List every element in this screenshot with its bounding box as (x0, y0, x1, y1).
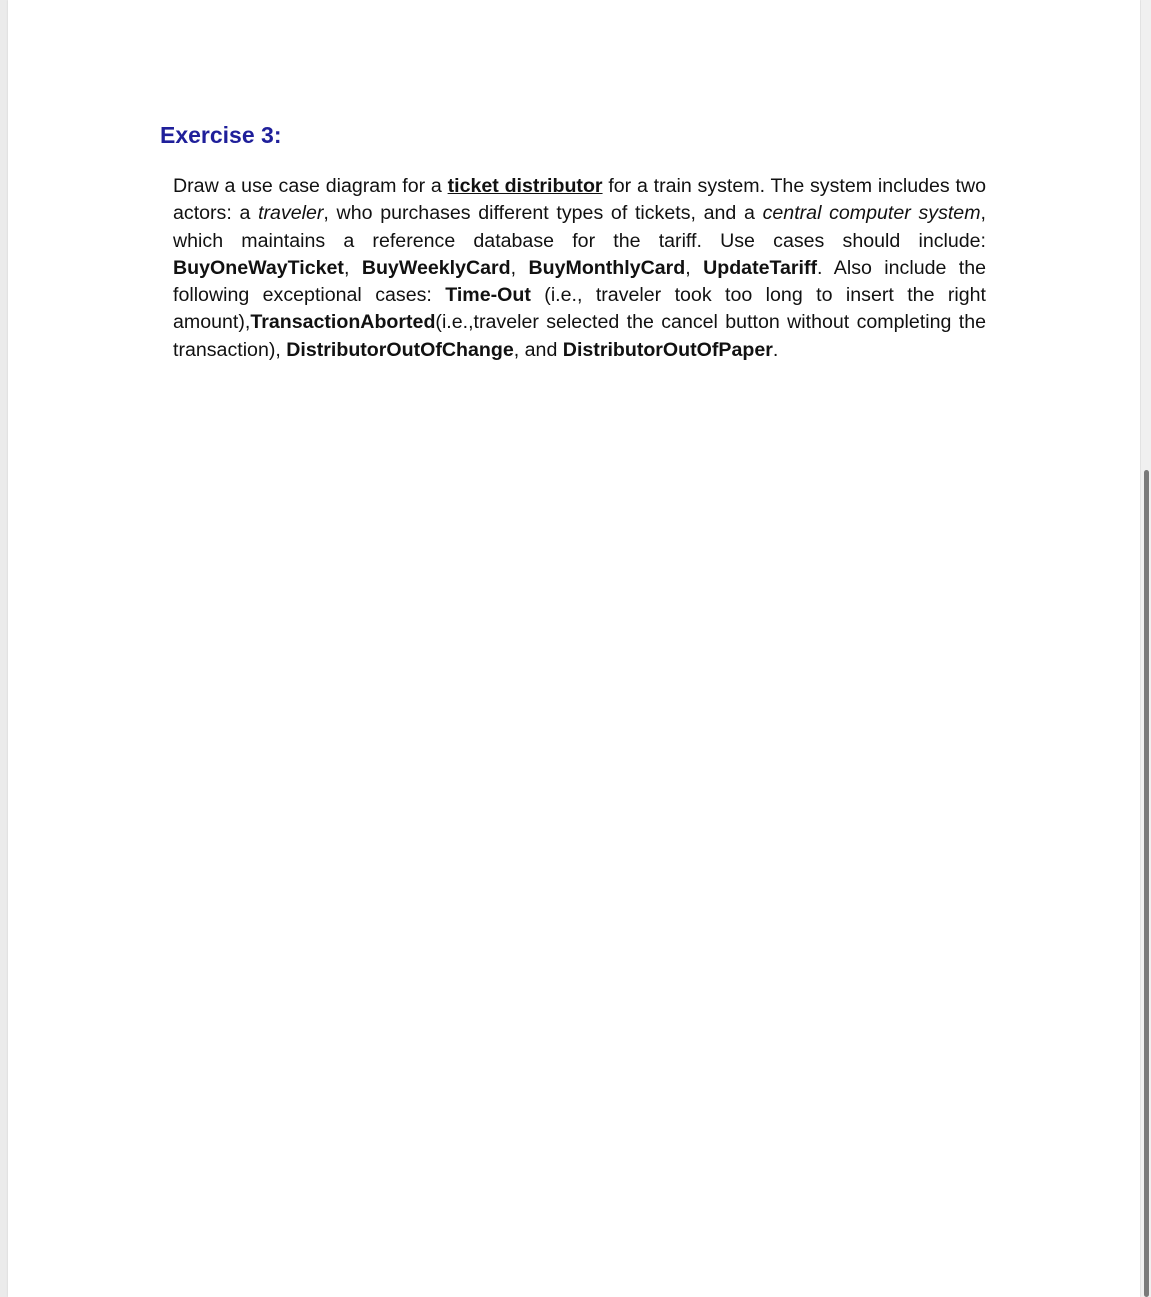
text-segment: , and (513, 338, 563, 361)
actor-traveler: traveler (258, 202, 324, 225)
text-segment: . Also include the following exceptional cases: (173, 256, 987, 307)
text-segment: (i.e.,traveler selected the cancel button without completing the transaction), (173, 311, 986, 361)
document-page (8, 0, 1140, 1297)
text-segment: , who purchases different types of tickets, and a (323, 202, 763, 225)
exercise-heading: Exercise 3: (160, 122, 282, 148)
text-segment: . (772, 338, 779, 361)
scrollbar-thumb[interactable] (1144, 470, 1149, 1297)
use-case-buy-one-way-ticket: BuyOneWayTicket (173, 256, 344, 279)
use-case-update-tariff: UpdateTariff (703, 256, 818, 279)
use-case-buy-monthly-card: BuyMonthlyCard (528, 256, 686, 279)
text-segment: for a train system. The system includes two actors: a (173, 175, 986, 225)
exception-transaction-aborted: TransactionAborted (250, 311, 436, 334)
exception-distributor-out-of-paper: DistributorOutOfPaper (562, 338, 773, 361)
text-segment: Draw a use case diagram for a (173, 175, 448, 197)
text-segment: , which maintains a reference database for the tariff. Use cases should include: (173, 202, 986, 252)
text-segment: , (685, 256, 704, 279)
text-segment: , (510, 256, 529, 279)
text-segment: (i.e., traveler took too long to insert the right amount), (173, 284, 986, 334)
exception-distributor-out-of-change: DistributorOutOfChange (286, 338, 514, 361)
use-case-buy-weekly-card: BuyWeeklyCard (361, 256, 511, 279)
text-segment: , (343, 256, 362, 279)
exception-time-out: Time-Out (445, 284, 531, 307)
actor-central-computer-system: central computer system (762, 202, 981, 225)
exercise-description (173, 173, 986, 364)
term-ticket-distributor: ticket distributor (447, 175, 603, 197)
